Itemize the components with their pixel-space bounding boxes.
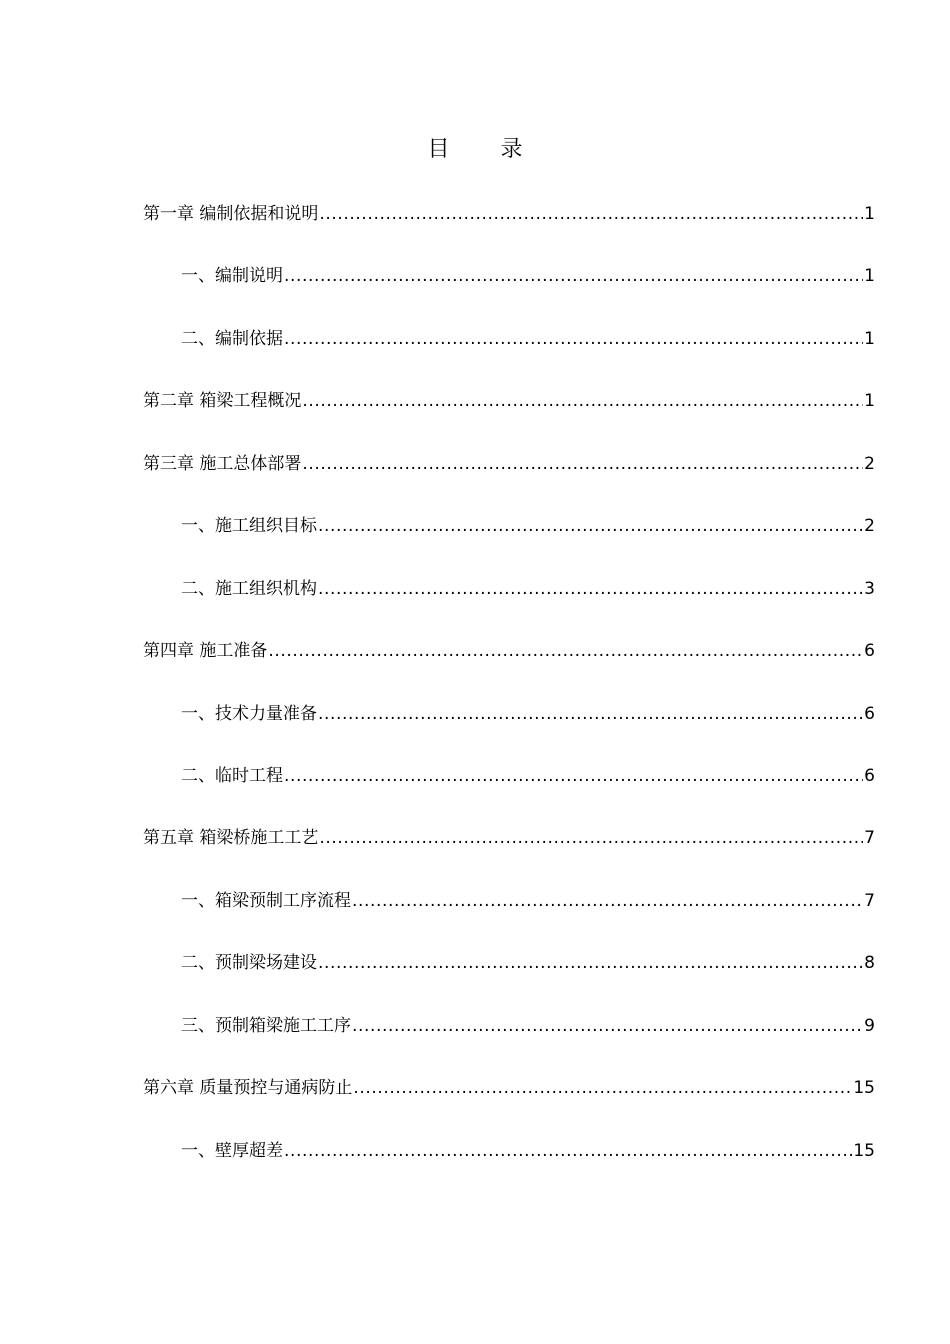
toc-entry-label: 第五章 箱梁桥施工工艺 xyxy=(143,828,319,848)
toc-dot-leader xyxy=(284,1137,852,1165)
toc-page-number: 8 xyxy=(864,953,875,973)
toc-entry-label: 二、编制依据 xyxy=(181,329,283,349)
toc-entry-label: 一、壁厚超差 xyxy=(181,1141,283,1161)
toc-entry[interactable] xyxy=(181,575,875,603)
toc-entry-label: 二、临时工程 xyxy=(181,766,283,786)
toc-entry[interactable] xyxy=(181,762,875,790)
toc-dot-leader xyxy=(319,824,863,852)
toc-page-number: 2 xyxy=(864,454,875,474)
toc-entry[interactable] xyxy=(181,1012,875,1040)
toc-entry[interactable] xyxy=(143,387,875,415)
toc-page-number: 7 xyxy=(864,891,875,911)
toc-page-number: 6 xyxy=(864,641,875,661)
toc-entry-label: 第二章 箱梁工程概况 xyxy=(143,391,302,411)
toc-entry-label: 第四章 施工准备 xyxy=(143,641,268,661)
toc-page-number: 1 xyxy=(864,204,875,224)
toc-entry-label: 一、施工组织目标 xyxy=(181,516,317,536)
toc-dot-leader xyxy=(302,450,863,478)
toc-dot-leader xyxy=(318,575,863,603)
toc-entry[interactable] xyxy=(143,200,875,228)
toc-dot-leader xyxy=(318,949,863,977)
toc-entry[interactable] xyxy=(143,637,875,665)
toc-entry-label: 二、预制梁场建设 xyxy=(181,953,317,973)
toc-entry-label: 三、预制箱梁施工工序 xyxy=(181,1016,351,1036)
toc-dot-leader xyxy=(318,700,863,728)
toc-page-number: 15 xyxy=(853,1141,875,1161)
toc-dot-leader xyxy=(352,1012,863,1040)
toc-entry[interactable] xyxy=(181,512,875,540)
toc-page-number: 7 xyxy=(864,828,875,848)
toc-page-number: 6 xyxy=(864,766,875,786)
toc-entry[interactable] xyxy=(181,262,875,290)
toc-entry-label: 第一章 编制依据和说明 xyxy=(143,204,319,224)
toc-page-number: 1 xyxy=(864,329,875,349)
toc-entry-label: 第六章 质量预控与通病防止 xyxy=(143,1078,353,1098)
toc-entry-label: 一、技术力量准备 xyxy=(181,704,317,724)
toc-entry[interactable] xyxy=(143,450,875,478)
toc-dot-leader xyxy=(318,512,863,540)
toc-dot-leader xyxy=(319,200,863,228)
toc-entry-label: 二、施工组织机构 xyxy=(181,579,317,599)
toc-page-number: 15 xyxy=(853,1078,875,1098)
toc-entry-label: 一、编制说明 xyxy=(181,266,283,286)
toc-dot-leader xyxy=(284,262,863,290)
toc-dot-leader xyxy=(284,325,863,353)
toc-entry-label: 第三章 施工总体部署 xyxy=(143,454,302,474)
toc-page-number: 2 xyxy=(864,516,875,536)
toc-page-number: 3 xyxy=(864,579,875,599)
toc-dot-leader xyxy=(284,762,863,790)
toc-title: 目 录 xyxy=(427,137,545,162)
toc-page-number: 9 xyxy=(864,1016,875,1036)
toc-entry[interactable] xyxy=(181,325,875,353)
toc-page-number: 6 xyxy=(864,704,875,724)
toc-entry[interactable] xyxy=(181,887,875,915)
toc-entry[interactable] xyxy=(181,1137,875,1165)
toc-dot-leader xyxy=(353,1074,852,1102)
toc-page-number: 1 xyxy=(864,391,875,411)
toc-dot-leader xyxy=(302,387,863,415)
toc-entry-label: 一、箱梁预制工序流程 xyxy=(181,891,351,911)
toc-page-number: 1 xyxy=(864,266,875,286)
toc-dot-leader xyxy=(352,887,863,915)
toc-entry[interactable] xyxy=(181,949,875,977)
toc-entry[interactable] xyxy=(143,1074,875,1102)
toc-dot-leader xyxy=(268,637,863,665)
toc-entry[interactable] xyxy=(143,824,875,852)
toc-entry[interactable] xyxy=(181,700,875,728)
